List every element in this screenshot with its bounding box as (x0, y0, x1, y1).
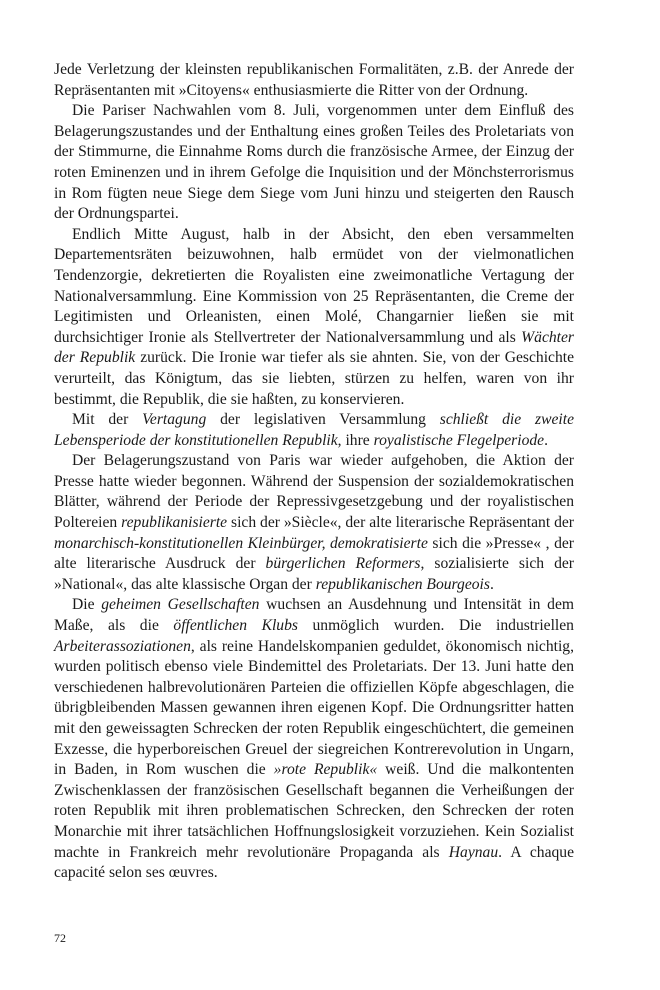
emphasized-text: Wächter der Republik (54, 328, 574, 367)
emphasized-text: Arbeiterassoziationen (54, 637, 191, 655)
paragraph (54, 225, 574, 410)
text-segment: Mit der (72, 411, 143, 429)
emphasized-text: öffentlichen Klubs (173, 617, 298, 635)
text-segment: . A chaque capacité selon ses œuvres. (54, 843, 575, 882)
text-segment: weiß. Und die malkontenten Zwischenklassen der französischen Gesellschaft begannen die Verheißungen der roten Republik mit ihren problematischen Schrecken, den Schrecken der roten Monarchie mit ihrer tatsächlichen Hoffnungslosigkeit vorzuziehen. Kein Sozialist machte in Frankreich mehr revolutionäre Propaganda als (54, 761, 574, 861)
text-segment: , sozialisierte sich der »National«, das alte klassische Organ der (54, 555, 574, 593)
text-segment: Jede Verletzung der kleinsten republikanischen Formalitäten, z.B. der Anrede der Repräsentanten mit »Citoyens« enthusiasmierte die Ritter von der Ordnung. (54, 61, 574, 99)
text-segment: . (489, 575, 494, 593)
text-segment: sich der »Siècle«, der alte literarische Repräsentant der (227, 514, 575, 532)
text-segment: , als reine Handelskompanien geduldet, ökonomisch nichtig, wurden politisch ebenso viele Bindemittel des Proletariats. Der 13. Juni hatte den verschiedenen halbrevolutionären Parteien die offiziellen Köpfe abgeschlagen, die übrigbleibenden Massen gewannen ihren eigenen Kopf. Die Ordnungsritter hatten mit den geweissagten Schrecken der roten Republik eingeschüchtert, die gemeinen Exzesse, die hyperboreischen Greuel der siegreichen Kontrerevolution in Ungarn, in Baden, in Rom wuschen die (54, 637, 574, 779)
text-segment: Der Belagerungszustand von Paris war wieder aufgehoben, die Aktion der Presse hatte wieder begonnen. Während der Suspension der sozialdemokratischen Blätter, während der Periode der Repressivgesetzgebung und der royalistischen Poltereien (54, 452, 574, 532)
page-number: 72 (54, 931, 66, 945)
emphasized-text: Vertagung (142, 411, 207, 429)
text-segment: Die (72, 596, 102, 614)
emphasized-text: »rote Republik« (273, 761, 378, 779)
text-segment: wuchsen an Ausdehnung und Intensität in dem Maße, als die (54, 596, 574, 635)
text-segment: . (544, 431, 549, 449)
text-segment: zurück. Die Ironie war tiefer als sie ahnten. Sie, von der Geschichte verurteilt, das Königtum, das sie liebten, stürzen zu helfen, waren von ihr bestimmt, die Republik, die sie haßten, zu konservieren. (54, 349, 575, 408)
paragraph (54, 451, 574, 595)
paragraph (54, 595, 574, 883)
paragraph (54, 410, 574, 451)
emphasized-text: Haynau (448, 843, 499, 861)
emphasized-text: bürgerlichen Reformers (265, 555, 421, 573)
emphasized-text: republikanischen Bourgeois (315, 575, 490, 593)
emphasized-text: republikanisierte (121, 514, 228, 532)
paragraph (54, 101, 574, 225)
body-text (54, 60, 574, 884)
emphasized-text: monarchisch-konstitutionellen Kleinbürger, demokratisierte (54, 534, 428, 552)
text-segment: , ihre (337, 431, 374, 449)
text-segment: Die Pariser Nachwahlen vom 8. Juli, vorgenommen unter dem Einfluß des Belagerungszustandes und der Enthaltung eines großen Teiles des Proletariats von der Stimmurne, die Einnahme Roms durch die französische Armee, der Einzug der roten Eminenzen und in ihrem Gefolge die Inquisition und der Mönchsterrorismus in Rom fügten neue Siege dem Siege vom Juni hinzu und steigerten den Rausch der Ordnungspartei. (54, 102, 574, 223)
paragraph (54, 60, 574, 101)
emphasized-text: geheimen Gesellschaften (101, 596, 260, 614)
text-segment: Endlich Mitte August, halb in der Absicht, den eben versammelten Departementsräten beizuwohnen, halb ermüdet von der vielmonatlichen Tendenzorgie, dekretierten die Royalisten eine zweimonatliche Vertagung der Nationalversammlung. Eine Kommission von 25 Repräsentanten, die Creme der Legitimisten und Orleanisten, einen Molé, Changarnier ließen sie mit durchsichtiger Ironie als Stellvertreter der Nationalversammlung und als (54, 225, 574, 346)
text-segment: der legislativen Versammlung (206, 411, 440, 429)
emphasized-text: schließt die zweite Lebensperiode der konstitutionellen Republik (54, 411, 574, 449)
text-segment: sich die »Presse« , der alte literarische Ausdruck der (54, 534, 574, 573)
emphasized-text: royalistische Flegelperiode (373, 431, 545, 449)
text-segment: unmöglich wurden. Die industriellen (297, 617, 574, 635)
